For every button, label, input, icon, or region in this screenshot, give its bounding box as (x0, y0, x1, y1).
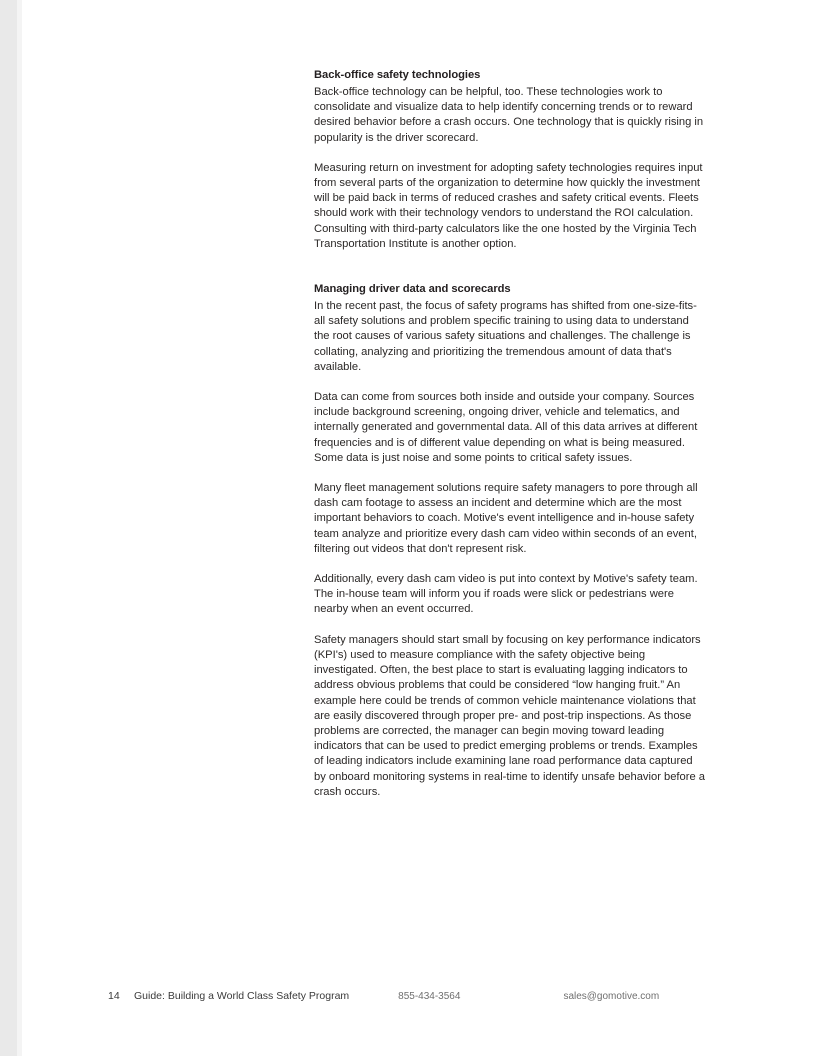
page-footer (22, 966, 816, 1056)
paragraph-spacer (314, 375, 707, 390)
paragraph: Back-office technology can be helpful, too. These technologies work to consolidate and visualize data to help identify concerning trends or to reward desired behavior before a crash occurs. One technology that is quickly rising in popularity is the driver scorecard. (314, 86, 704, 144)
paragraph: Measuring return on investment for adopting safety technologies requires input from several parts of the organization to determine how quickly the investment will be paid back in terms of reduced crashes and safety critical events. Fleets should work with their technology vendors to understand the ROI calculation. Consulting with third-party calculators like the one hosted by the Virginia Tech Transportation Institute is another option. (314, 161, 703, 250)
document-text-column (314, 68, 707, 800)
paragraph: Additionally, every dash cam video is put into context by Motive's safety team. The in-house team will inform you if roads were slick or pedestrians were nearby when an event occurred. (314, 573, 698, 616)
footer-email-address: sales@gomotive.com (563, 991, 660, 1002)
paragraph: Many fleet management solutions require safety managers to pore through all dash cam footage to assess an incident and determine which are the most important behaviors to coach. Motive's event intelligence and in-house safety team analyze and prioritize every dash cam video within seconds of an event, filtering out videos that don't represent risk. (314, 482, 698, 555)
footer-page-number: 14 (108, 990, 120, 1002)
paragraph-spacer (314, 618, 707, 633)
paragraph: Data can come from sources both inside and outside your company. Sources include background screening, ongoing driver, vehicle and telematics, and internally generated and governmental data. All of this data arrives at different frequencies and is of different value depending on what is being measured. Some data is just noise and some points to critical safety issues. (314, 391, 698, 464)
footer-phone-number: 855-434-3564 (398, 991, 461, 1002)
paragraph-spacer (314, 466, 707, 481)
footer-document-title: Guide: Building a World Class Safety Program (134, 990, 350, 1002)
paragraph-spacer (314, 557, 707, 572)
page-left-edge-band (0, 0, 17, 1056)
section-heading-back-office-safety-technologies: Back-office safety technologies (314, 69, 481, 81)
section-spacer (314, 252, 707, 282)
paragraph: In the recent past, the focus of safety programs has shifted from one-size-fits-all safety solutions and problem specific training to using data to understand the root causes of various safety situations and challenges. The challenge is collating, analyzing and prioritizing the tremendous amount of data that's available. (314, 300, 697, 373)
paragraph-spacer (314, 146, 707, 161)
document-page (22, 0, 816, 1056)
page-footer-content (108, 990, 748, 1002)
section-heading-managing-driver-data-and-scorecards: Managing driver data and scorecards (314, 283, 511, 296)
paragraph: Safety managers should start small by focusing on key performance indicators (KPI's) used to measure compliance with the safety objective being investigated. Often, the best place to start is evaluating lagging indicators to address obvious problems that could be considered “low hanging fruit.” An example here could be trends of common vehicle maintenance violations that are easily discovered through proper pre- and post-trip inspections. As those problems are corrected, the manager can begin moving toward leading indicators that can be used to predict emerging problems or trends. Examples of leading indicators include examining lane road performance data captured by onboard monitoring systems in real-time to identify unsafe behavior before a crash occurs. (314, 633, 705, 798)
